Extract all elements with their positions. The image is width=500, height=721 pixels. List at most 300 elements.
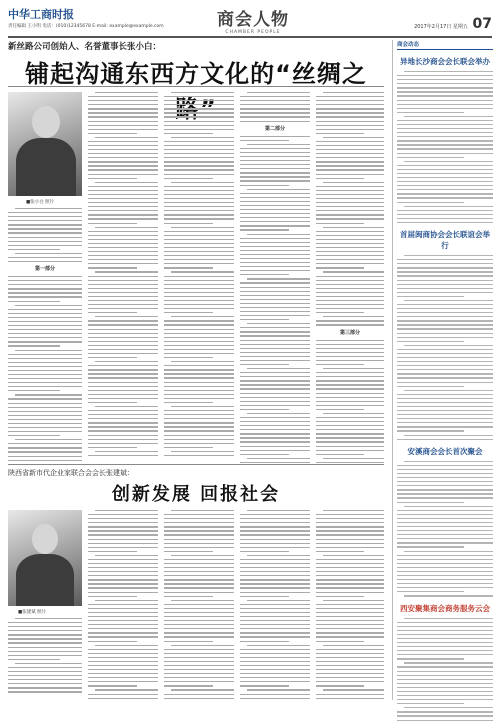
text-line	[164, 616, 234, 617]
text-line	[240, 579, 310, 580]
text-line	[8, 687, 82, 688]
text-line	[88, 579, 158, 580]
text-line	[164, 357, 213, 358]
text-line	[88, 394, 158, 395]
text-line	[88, 402, 137, 403]
text-line	[316, 352, 384, 353]
text-line	[404, 618, 493, 619]
text-line	[8, 317, 82, 318]
text-line	[240, 583, 310, 584]
text-line	[88, 604, 158, 605]
text-line	[164, 604, 234, 605]
text-line	[404, 206, 493, 207]
text-line	[8, 415, 82, 416]
text-line	[8, 354, 82, 355]
text-line	[240, 681, 310, 682]
text-line	[240, 340, 310, 341]
story2-column-1	[8, 618, 82, 695]
text-line	[8, 301, 60, 302]
text-line	[397, 189, 493, 190]
text-line	[240, 454, 289, 455]
text-line	[240, 657, 310, 658]
text-line	[397, 271, 493, 272]
text-line	[397, 422, 493, 423]
text-line	[240, 250, 310, 251]
text-line	[397, 699, 493, 700]
text-line	[240, 295, 310, 296]
text-line	[164, 129, 234, 130]
text-line	[88, 592, 158, 593]
text-line	[404, 551, 493, 552]
text-line	[8, 456, 82, 457]
text-line	[397, 559, 493, 560]
text-line	[164, 202, 234, 203]
text-line	[88, 235, 158, 236]
text-line	[397, 542, 493, 543]
text-line	[316, 384, 384, 385]
text-line	[88, 288, 158, 289]
text-line	[240, 669, 310, 670]
text-line	[8, 460, 82, 461]
text-line	[240, 384, 310, 385]
text-line	[240, 608, 310, 609]
text-line	[404, 71, 493, 72]
story1-column-4	[240, 92, 310, 466]
text-line	[240, 376, 310, 377]
text-line	[88, 104, 158, 105]
text-line	[164, 661, 234, 662]
text-line	[316, 437, 384, 438]
text-line	[397, 120, 493, 121]
text-line	[88, 373, 158, 374]
text-line	[88, 116, 158, 117]
portrait-body-shape	[16, 138, 76, 196]
text-line	[88, 255, 158, 256]
text-line	[88, 632, 158, 633]
text-line	[164, 665, 234, 666]
text-line	[316, 673, 384, 674]
text-line	[240, 221, 310, 222]
text-line	[164, 161, 234, 162]
text-line	[240, 319, 289, 320]
text-line	[240, 229, 289, 230]
text-line	[316, 547, 384, 548]
text-line	[397, 87, 493, 88]
text-line	[323, 555, 384, 556]
text-line	[316, 433, 384, 434]
text-line	[316, 288, 384, 289]
text-line	[8, 212, 82, 213]
text-line	[240, 437, 310, 438]
text-line	[8, 284, 82, 285]
page-number: 07	[472, 16, 492, 32]
text-line	[397, 642, 493, 643]
text-line	[397, 634, 493, 635]
text-line	[316, 539, 384, 540]
text-line	[397, 414, 493, 415]
text-line	[171, 689, 234, 690]
text-line	[164, 575, 234, 576]
text-line	[8, 642, 82, 643]
text-line	[88, 398, 158, 399]
text-line	[404, 435, 493, 436]
text-line	[397, 218, 493, 219]
text-line	[247, 510, 310, 511]
text-line	[404, 595, 493, 596]
text-line	[164, 255, 234, 256]
story2-headline: 创新发展 回报社会	[111, 484, 281, 505]
text-line	[88, 677, 158, 678]
text-line	[397, 210, 493, 211]
text-line	[316, 149, 384, 150]
text-line	[8, 228, 82, 229]
text-line	[240, 592, 310, 593]
text-line	[8, 257, 82, 258]
text-line	[316, 388, 384, 389]
text-line	[316, 685, 364, 686]
right-news-column	[392, 40, 497, 700]
text-line	[164, 373, 234, 374]
text-line	[397, 481, 493, 482]
text-line	[316, 284, 384, 285]
text-line	[397, 526, 493, 527]
text-line	[88, 357, 137, 358]
text-line	[240, 698, 310, 699]
text-line	[240, 307, 310, 308]
text-line	[316, 340, 384, 341]
text-line	[316, 356, 384, 357]
text-line	[15, 350, 82, 351]
text-line	[323, 137, 384, 138]
text-line	[397, 288, 493, 289]
text-line	[88, 685, 137, 686]
text-line	[247, 458, 310, 459]
text-line	[88, 304, 158, 305]
text-line	[88, 653, 158, 654]
text-line	[397, 144, 493, 145]
text-line	[88, 681, 158, 682]
text-line	[88, 223, 137, 224]
text-line	[240, 604, 310, 605]
text-line	[397, 157, 464, 158]
text-line	[88, 649, 158, 650]
text-line	[8, 423, 82, 424]
text-line	[397, 320, 493, 321]
text-line	[316, 649, 384, 650]
text-line	[397, 304, 493, 305]
text-line	[397, 666, 493, 667]
text-line	[316, 300, 384, 301]
text-line	[397, 177, 493, 178]
text-line	[397, 280, 493, 281]
text-line	[88, 365, 158, 366]
text-line	[397, 361, 493, 362]
text-line	[397, 197, 493, 198]
text-line	[316, 129, 384, 130]
text-line	[316, 661, 384, 662]
text-line	[323, 510, 384, 511]
text-line	[164, 571, 234, 572]
text-line	[240, 628, 310, 629]
text-line	[88, 534, 158, 535]
text-line	[164, 300, 234, 301]
text-line	[88, 447, 137, 448]
text-line	[397, 477, 493, 478]
text-line	[316, 604, 384, 605]
text-line	[240, 225, 310, 226]
text-line	[164, 231, 234, 232]
text-line	[316, 450, 384, 451]
text-line	[240, 344, 310, 345]
text-line	[240, 409, 289, 410]
text-line	[247, 144, 310, 145]
text-line	[316, 620, 384, 621]
text-line	[88, 620, 158, 621]
text-line	[397, 703, 464, 704]
text-line	[164, 157, 234, 158]
text-line	[8, 276, 82, 277]
text-line	[164, 223, 213, 224]
text-line	[316, 575, 384, 576]
text-line	[8, 313, 82, 314]
section-name-english: CHAMBER PEOPLE	[225, 30, 281, 35]
text-line	[15, 305, 82, 306]
text-line	[164, 198, 234, 199]
text-line	[8, 237, 82, 238]
text-line	[316, 218, 384, 219]
text-line	[8, 419, 82, 420]
text-line	[247, 278, 310, 279]
text-line	[88, 641, 137, 642]
text-line	[397, 587, 493, 588]
text-line	[397, 538, 493, 539]
text-line	[164, 210, 234, 211]
text-line	[240, 164, 310, 165]
text-line	[88, 210, 158, 211]
text-line	[316, 636, 384, 637]
text-line	[247, 92, 310, 93]
text-line	[316, 247, 384, 248]
text-line	[240, 547, 310, 548]
text-line	[316, 231, 384, 232]
text-line	[397, 349, 493, 350]
text-line	[164, 341, 234, 342]
text-line	[240, 575, 310, 576]
text-line	[240, 148, 310, 149]
text-line	[397, 185, 493, 186]
text-line	[164, 324, 234, 325]
text-line	[316, 276, 384, 277]
text-line	[164, 398, 234, 399]
text-line	[316, 312, 364, 313]
text-line	[88, 608, 158, 609]
text-line	[164, 669, 234, 670]
text-line	[397, 638, 493, 639]
text-line	[247, 600, 310, 601]
text-line	[240, 518, 310, 519]
text-line	[8, 447, 82, 448]
text-line	[397, 591, 464, 592]
text-line	[397, 402, 493, 403]
text-line	[164, 178, 213, 179]
text-line	[95, 227, 158, 228]
text-line	[397, 514, 493, 515]
text-line	[8, 451, 82, 452]
text-line	[88, 575, 158, 576]
text-line	[240, 551, 289, 552]
text-line	[397, 630, 493, 631]
text-line	[88, 518, 158, 519]
text-line	[164, 410, 234, 411]
text-line	[316, 559, 384, 560]
text-line	[240, 121, 310, 122]
text-line	[15, 618, 82, 619]
text-line	[88, 410, 158, 411]
text-line	[164, 153, 234, 154]
text-line	[88, 430, 158, 431]
text-line	[15, 253, 82, 254]
text-line	[397, 439, 493, 440]
text-line	[95, 361, 158, 362]
text-line	[240, 176, 310, 177]
brief-text-2	[397, 255, 493, 440]
text-line	[8, 386, 82, 387]
text-line	[240, 352, 310, 353]
text-line	[240, 587, 310, 588]
text-line	[88, 596, 137, 597]
text-line	[240, 100, 310, 101]
text-line	[164, 320, 234, 321]
text-line	[316, 681, 384, 682]
text-line	[171, 510, 234, 511]
text-line	[316, 348, 384, 349]
text-line	[316, 235, 384, 236]
text-line	[316, 641, 364, 642]
text-line	[88, 121, 158, 122]
text-line	[240, 258, 310, 259]
text-line	[164, 657, 234, 658]
text-line	[397, 132, 493, 133]
brief-headline-2: 首届闽商协会会长联谊会举行	[400, 230, 490, 251]
text-line	[8, 431, 82, 432]
photo2-caption: ■张建斌 照片	[18, 610, 47, 615]
text-line	[397, 316, 493, 317]
text-line	[164, 149, 234, 150]
text-line	[240, 160, 310, 161]
text-line	[164, 116, 234, 117]
story1-column-1	[8, 208, 82, 468]
text-line	[88, 267, 137, 268]
text-line	[15, 663, 82, 664]
text-line	[8, 358, 82, 359]
text-line	[164, 612, 234, 613]
text-line	[240, 620, 310, 621]
text-line	[88, 153, 158, 154]
text-line	[8, 249, 60, 250]
text-line	[88, 341, 158, 342]
text-line	[240, 462, 310, 463]
text-line	[240, 348, 310, 349]
text-line	[397, 473, 493, 474]
text-line	[397, 377, 493, 378]
text-line	[164, 673, 234, 674]
text-line	[240, 116, 310, 117]
text-line	[316, 206, 384, 207]
text-line	[171, 645, 234, 646]
text-line	[397, 165, 493, 166]
text-line	[316, 210, 384, 211]
text-line	[88, 543, 158, 544]
text-line	[88, 320, 158, 321]
text-line	[88, 628, 158, 629]
text-line	[88, 522, 158, 523]
text-line	[88, 669, 158, 670]
text-line	[397, 398, 493, 399]
text-line	[316, 360, 384, 361]
text-line	[88, 324, 158, 325]
text-line	[8, 630, 82, 631]
text-line	[397, 337, 493, 338]
story1-kicker: 新丝路公司创始人、名誉董事长张小白：	[8, 42, 162, 52]
text-line	[8, 398, 82, 399]
text-line	[164, 543, 234, 544]
text-line	[88, 353, 158, 354]
text-line	[88, 551, 137, 552]
text-line	[8, 443, 82, 444]
main-stories	[8, 40, 384, 700]
text-line	[397, 112, 464, 113]
text-line	[8, 390, 60, 391]
text-line	[316, 608, 384, 609]
text-line	[397, 193, 493, 194]
text-line	[397, 104, 493, 105]
text-line	[88, 345, 158, 346]
text-line	[397, 136, 493, 137]
text-line	[240, 254, 310, 255]
portrait-head-shape	[32, 524, 58, 554]
text-line	[15, 208, 82, 209]
text-line	[8, 638, 82, 639]
text-line	[164, 104, 234, 105]
text-line	[88, 129, 158, 130]
text-line	[8, 292, 82, 293]
text-line	[164, 422, 234, 423]
story1-column-2	[88, 92, 158, 459]
section-subhead: 第二部分	[264, 125, 285, 132]
text-line	[397, 312, 493, 313]
text-line	[404, 461, 493, 462]
text-line	[240, 397, 310, 398]
text-line	[316, 393, 384, 394]
text-line	[323, 368, 384, 369]
text-line	[164, 365, 234, 366]
text-line	[316, 324, 384, 325]
text-line	[316, 108, 384, 109]
text-line	[397, 292, 493, 293]
text-line	[171, 316, 234, 317]
text-line	[8, 675, 82, 676]
text-line	[397, 394, 493, 395]
text-line	[316, 694, 384, 695]
text-line	[164, 608, 234, 609]
text-line	[240, 534, 310, 535]
text-line	[164, 259, 234, 260]
text-line	[240, 108, 310, 109]
text-line	[316, 653, 384, 654]
masthead-left	[8, 6, 164, 29]
text-line	[316, 526, 384, 527]
text-line	[164, 632, 234, 633]
